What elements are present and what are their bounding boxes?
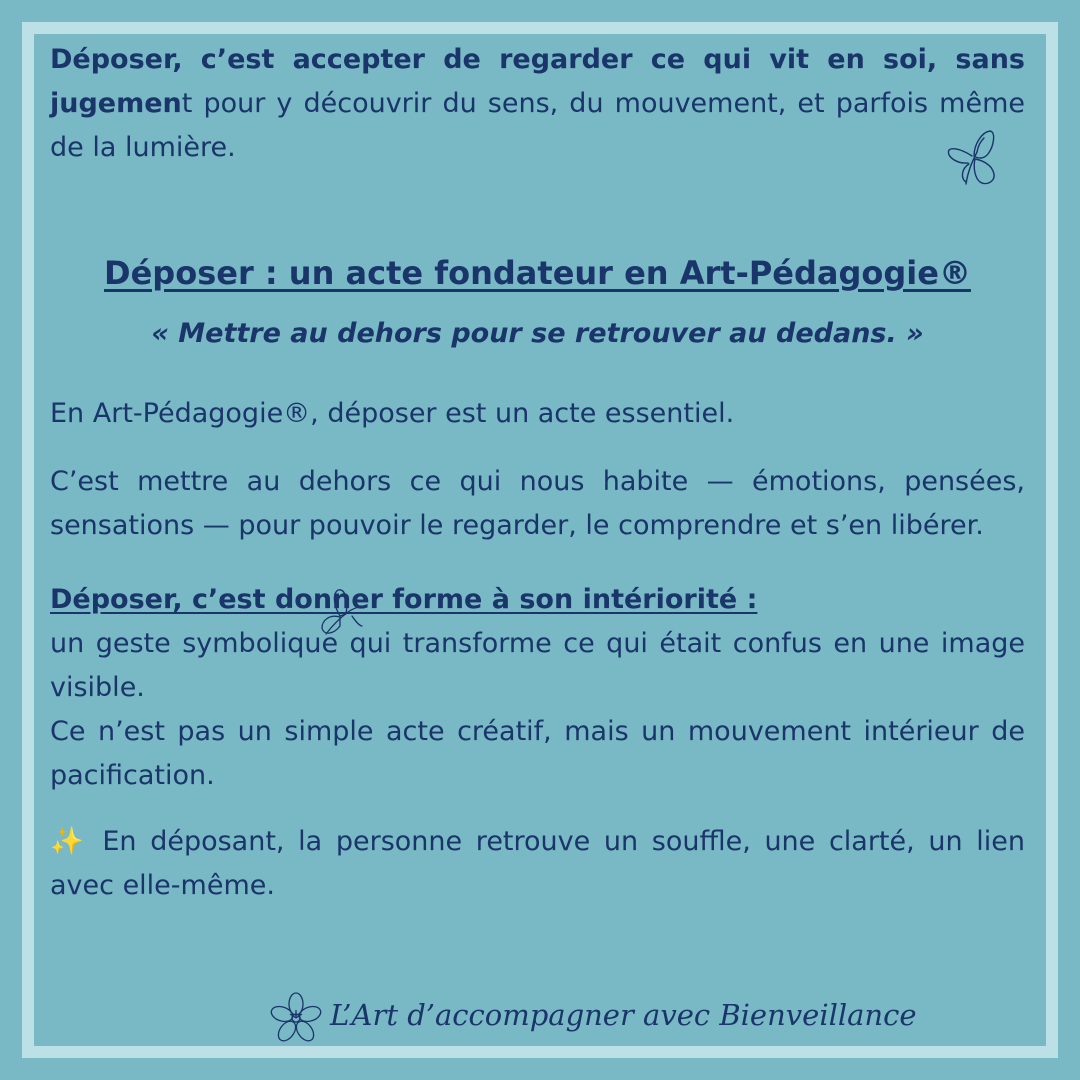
flower-icon <box>268 990 324 1046</box>
intro-paragraph <box>50 38 1025 170</box>
main-content <box>50 38 1025 908</box>
subheading: Déposer, c’est donner forme à son intériorité : <box>50 584 758 615</box>
paragraph-2: C’est mettre au dehors ce qui nous habite — émotions, pensées, sensations — pour pouvoir le regarder, le comprendre et s’en libérer. <box>50 466 1025 541</box>
butterfly-icon <box>944 126 1004 190</box>
paragraph-4 <box>50 820 1025 908</box>
intro-bold-text: Déposer, c’est accepter de regarder ce qui vit en soi, sans jugemen <box>50 44 1025 119</box>
quote: « Mettre au dehors pour se retrouver au dedans. » <box>151 318 924 349</box>
paragraph-4-text: En déposant, la personne retrouve un souffle, une clarté, un lien avec elle-même. <box>50 826 1025 901</box>
signature-text: L’Art d’accompagner avec Bienveillance <box>330 998 917 1032</box>
intro-text: t pour y découvrir du sens, du mouvement, et parfois même de la lumière. <box>50 88 1025 163</box>
paragraph-1: En Art-Pédagogie®, déposer est un acte essentiel. <box>50 398 735 429</box>
signature <box>268 990 917 1050</box>
page-title: Déposer : un acte fondateur en Art-Pédagogie® <box>104 254 971 292</box>
sparkle-icon: ✨ <box>50 826 89 857</box>
butterfly-icon <box>318 586 366 640</box>
paragraph-3b: Ce n’est pas un simple acte créatif, mais un mouvement intérieur de pacification. <box>50 716 1025 791</box>
paragraph-3a: un geste symbolique qui transforme ce qui était confus en une image visible. <box>50 628 1025 703</box>
